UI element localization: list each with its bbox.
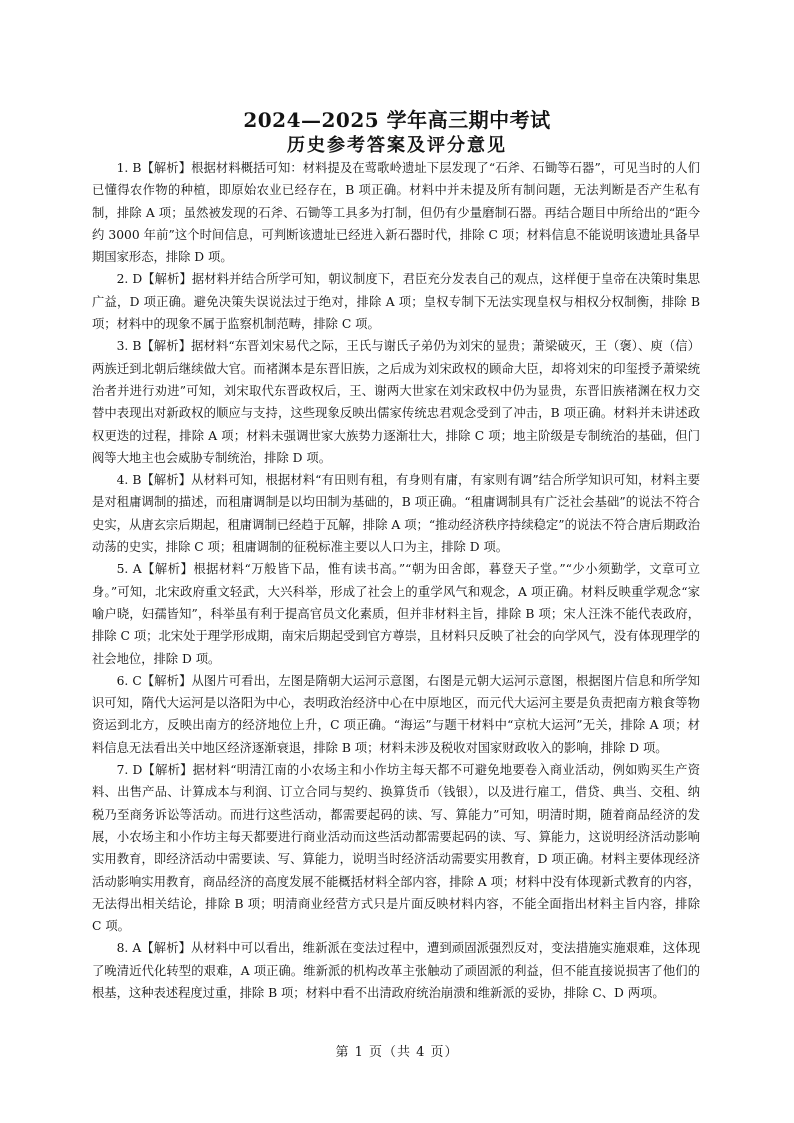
answer-item-4: 4. B【解析】从材料可知，根据材料“有田则有租，有身则有庸，有家则有调”结合所学知识可知，材料主要是对租庸调制的描述，而租庸调制是以均田制为基础的，B 项正确。“租庸调制具有广泛社会基础”的说法不符合史实，从唐玄宗后期起，租庸调制已经趋于瓦解，排除 A 项；“推动经济秩序持续稳定”的说法不符合唐后期政治动荡的史实，排除 C 项；租庸调制的征税标准主要以人口为主，排除 D 项。 — [92, 473, 700, 555]
page-number: 第 1 页（共 4 页） — [335, 1045, 459, 1060]
answer-item-1: 1. B【解析】根据材料概括可知：材料提及在莺歌岭遗址下层发现了“石斧、石锄等石器”，可见当时的人们已懂得农作物的种植，即原始农业已经存在，B 项正确。材料中并未提及所有制问题，无法判断是否产生私有制，排除 A 项；虽然被发现的石斧、石锄等工具多为打制，但仍有少量磨制石器。再结合题目中所给出的“距今约 3000 年前”这个时间信息，可判断该遗址已经进入新石器时代，排除 C 项；材料信息不能说明该遗址具备早期国家形态，排除 D 项。 — [92, 161, 700, 265]
answer-item-8: 8. A【解析】从材料中可以看出，维新派在变法过程中，遭到顽固派强烈反对，变法措施实施艰难，这体现了晚清近代化转型的艰难，A 项正确。维新派的机构改革主张触动了顽固派的利益，但不能直接说损害了他们的根基，这种表述程度过重，排除 B 项；材料中看不出清政府统治崩溃和维新派的妥协，排除 C、D 两项。 — [92, 941, 700, 1000]
answer-item-2: 2. D【解析】据材料并结合所学可知，朝议制度下，君臣充分发表自己的观点，这样便于皇帝在决策时集思广益，D 项正确。避免决策失误说法过于绝对，排除 A 项；皇权专制下无法实现皇权与相权分权制衡，排除 B 项；材料中的现象不属于监察机制范畴，排除 C 项。 — [92, 272, 700, 332]
answer-item-5: 5. A【解析】根据材料“万般皆下品，惟有读书高。”“朝为田舍郎，暮登天子堂。”“少小须勤学，文章可立身。”可知，北宋政府重文轻武，大兴科举，形成了社会上的重学风气和观念，A 项正确。材料反映重学观念“家喻户晓，妇孺皆知”，科举虽有利于提高官员文化素质，但并非材料主旨，排除 B 项；宋人汪洙不能代表政府，排除 C 项；北宋处于理学形成期，南宋后期起受到官方尊崇，且材料只反映了社会的向学风气，没有体现理学的社会地位，排除 D 项。 — [92, 562, 700, 666]
answer-list — [92, 157, 700, 1004]
answer-item-6: 6. C【解析】从图片可看出，左图是隋朝大运河示意图，右图是元朝大运河示意图，根据图片信息和所学知识可知，隋代大运河是以洛阳为中心，表明政治经济中心在中原地区，而元代大运河主要是负责把南方粮食等物资运到北方，反映出南方的经济地位上升，C 项正确。“海运”与题干材料中“京杭大运河”无关，排除 A 项；材料信息无法看出关中地区经济逐渐衰退，排除 B 项；材料未涉及税收对国家财政收入的影响，排除 D 项。 — [92, 673, 700, 755]
answer-item-7: 7. D【解析】据材料“明清江南的小农场主和小作坊主每天都不可避免地要卷入商业活动，例如购买生产资料、出售产品、计算成本与利润、订立合同与契约、换算货币（钱银），以及进行雇工，借贷、典当、交租、纳税乃至商务诉讼等活动。而进行这些活动，都需要起码的读、写、算能力”可知，明清时期，随着商品经济的发展，小农场主和小作坊主每天都要进行商业活动而这些活动都需要起码的读、写、算能力，这说明经济活动影响实用教育，即经济活动中需要读、写、算能力，说明当时经济活动需要实用教育，D 项正确。材料主要体现经济活动影响实用教育，商品经济的高度发展不能概括材料全部内容，排除 A 项；材料中没有体现新式教育的内容，无法得出相关结论，排除 B 项；明清商业经营方式只是片面反映材料内容，不能全面指出材料主旨内容，排除 C 项。 — [92, 763, 700, 934]
page-subtitle: 历史参考答案及评分意见 — [287, 135, 507, 156]
page-title: 2024—2025 学年高三期中考试 — [243, 108, 551, 132]
answer-item-3: 3. B【解析】据材料“东晋刘宋易代之际，王氏与谢氏子弟仍为刘宋的显贵；萧梁破灭，王（褒）、庾（信）两族迁到北朝后继续做大官。而褚渊本是东晋旧族，之后成为刘宋政权的顾命大臣，却将刘宋的印玺授予萧梁统治者并进行劝进”可知，刘宋取代东晋政权后，王、谢两大世家在刘宋政权中仍为显贵，东晋旧族褚渊在权力交替中表现出对新政权的顺应与支持，这些现象反映出儒家传统忠君观念受到了冲击，B 项正确。材料并未讲述政权更迭的过程，排除 A 项；材料未强调世家大族势力逐渐壮大，排除 C 项；地主阶级是专制统治的基础，但门阀等大地主也会威胁专制统治，排除 D 项。 — [92, 339, 700, 465]
